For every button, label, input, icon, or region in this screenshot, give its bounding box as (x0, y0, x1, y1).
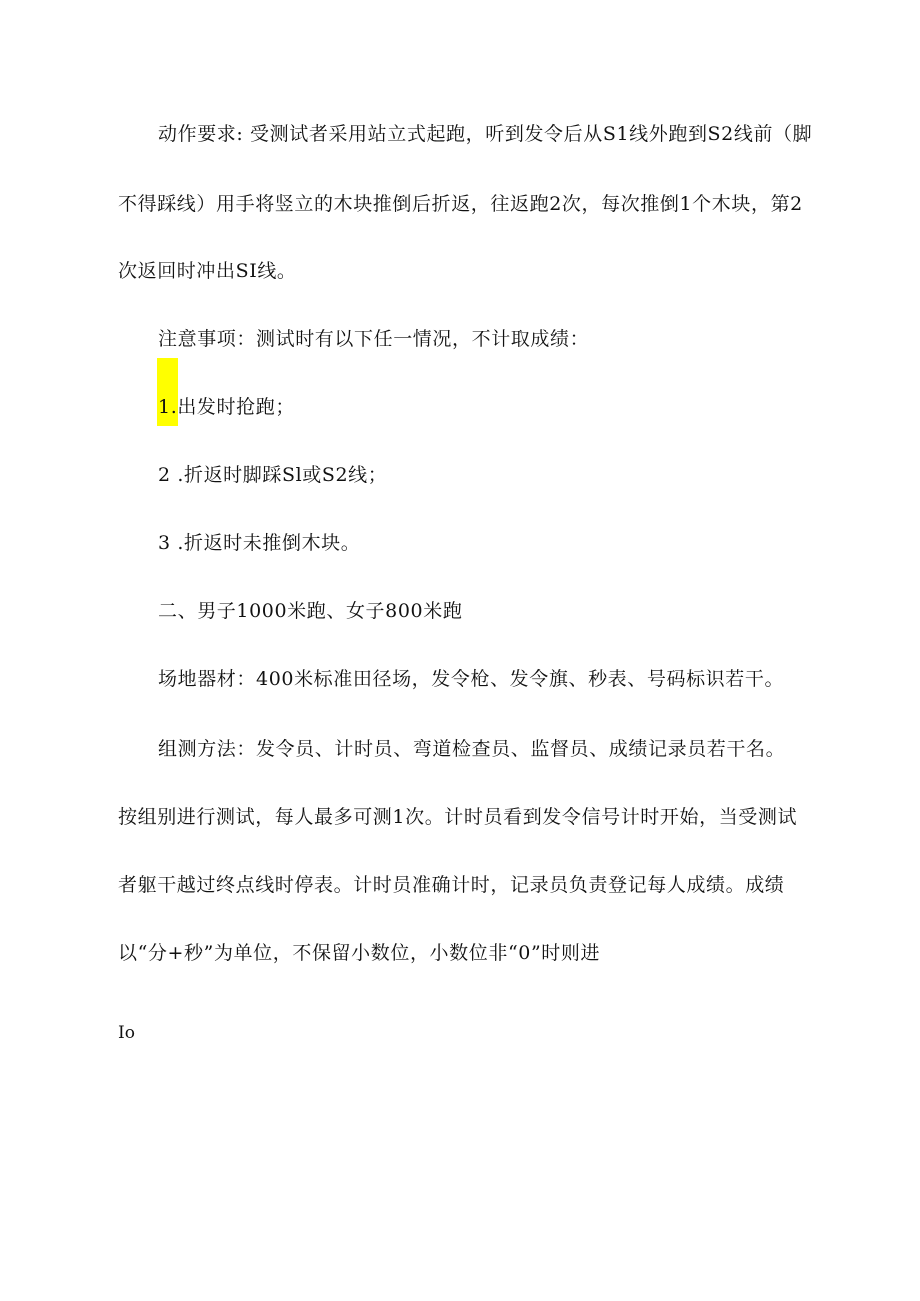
paragraph-equipment: 场地器材：400米标准田径场，发令枪、发令旗、秒表、号码标识若干。 (158, 668, 785, 690)
paragraph-method-line-1: 组测方法：发令员、计时员、弯道检查员、监督员、成绩记录员若干名。 (158, 738, 786, 760)
paragraph-notice-heading: 注意事项：测试时有以下任一情况，不计取成绩： (158, 328, 590, 350)
page-footer-text: Io (118, 1023, 135, 1043)
list-item-1: 1.出发时抢跑； (158, 396, 295, 418)
paragraph-method-line-3: 者躯干越过终点线时停表。计时员准确计时，记录员负责登记每人成绩。成绩 (118, 874, 785, 896)
paragraph-action-line-1: 动作要求: 受测试者采用站立式起跑，听到发令后从S1线外跑到S2线前（脚 (158, 123, 813, 145)
list-item-2: 2 .折返时脚踩Sl或S2线； (158, 464, 388, 486)
paragraph-method-line-2: 按组别进行测试，每人最多可测1次。计时员看到发令信号计时开始，当受测试 (118, 806, 798, 828)
paragraph-method-line-4: 以“分+秒”为单位，不保留小数位，小数位非“0”时则进 (118, 942, 601, 964)
paragraph-action-line-3: 次返回时冲出SI线。 (118, 260, 297, 282)
list-item-3: 3 .折返时未推倒木块。 (158, 532, 361, 554)
section-heading-run: 二、男子1000米跑、女子800米跑 (158, 600, 463, 622)
paragraph-action-line-2: 不得踩线）用手将竖立的木块推倒后折返，往返跑2次，每次推倒1个木块，第2 (118, 193, 803, 215)
